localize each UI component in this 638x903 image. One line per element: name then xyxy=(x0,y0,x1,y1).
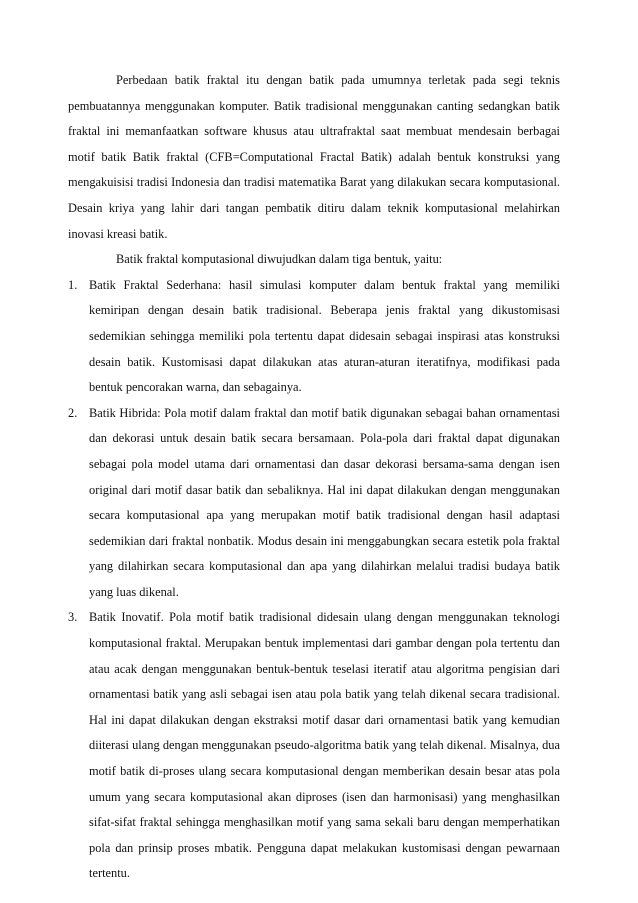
list-item-text: Batik Hibrida: Pola motif dalam fraktal dan motif batik digunakan sebagai bahan ornamentasi dan dekorasi untuk desain batik secara bersamaan. Pola-pola dari fraktal dapat digunakan sebagai pola model utama dari ornamentasi dan dasar dekorasi bersama-sama dengan isen original dari motif dasar batik dan sebaliknya. Hal ini dapat dilakukan dengan menggunakan secara komputasional apa yang merupakan motif batik tradisional dengan hasil adaptasi sedemikian dari fraktal nonbatik. Modus desain ini menggabungkan secara estetik pola fraktal yang dilahirkan secara komputasional dan apa yang dilahirkan melalui tradisi budaya batik yang luas dikenal. xyxy=(89,405,560,599)
list-item-text: Batik Fraktal Sederhana: hasil simulasi komputer dalam bentuk fraktal yang memiliki kemiripan dengan desain batik tradisional. Beberapa jenis fraktal yang dikustomisasi sedemikian sehingga memiliki pola tertentu dapat didesain sebagai inspirasi atas konstruksi desain batik. Kustomisasi dapat dilakukan atas aturan-aturan iteratifnya, modifikasi pada bentuk pencorakan warna, dan sebagainya. xyxy=(89,277,560,395)
list-item-simple-fractal xyxy=(68,273,560,401)
list-intro-paragraph: Batik fraktal komputasional diwujudkan dalam tiga bentuk, yaitu: xyxy=(116,252,443,267)
list-number: 2. xyxy=(68,405,78,420)
list-item-text: Batik Inovatif. Pola motif batik tradisional didesain ulang dengan menggunakan teknologi komputasional fraktal. Merupakan bentuk implementasi dari gambar dengan pola tertentu dan atau acak dengan menggunakan bentuk-bentuk teselasi iteratif atau algoritma pengisian dari ornamentasi batik yang asli sebagai isen atau pola batik yang telah dikenal secara tradisional. Hal ini dapat dilakukan dengan ekstraksi motif dasar dari ornamentasi batik yang kemudian diiterasi ulang dengan menggunakan pseudo-algoritma batik yang telah dikenal. Misalnya, dua motif batik di-proses ulang secara komputasional dengan memberikan desain besar atas pola umum yang secara komputasional akan diproses (isen dan harmonisasi) yang menghasilkan sifat-sifat fraktal sehingga menghasilkan motif yang sama sekali baru dengan memperhatikan pola dan prinsip proses mbatik. Pengguna dapat melakukan kustomisasi dengan pewarnaan tertentu. xyxy=(89,610,560,881)
list-item-innovative xyxy=(68,605,560,887)
list-item-hybrid xyxy=(68,401,560,606)
list-number: 1. xyxy=(68,277,78,292)
batik-types-list xyxy=(68,273,560,887)
list-number: 3. xyxy=(68,610,78,625)
intro-paragraph: Perbedaan batik fraktal itu dengan batik pada umumnya terletak pada segi teknis pembuatannya menggunakan komputer. Batik tradisional menggunakan canting sedangkan batik fraktal ini memanfaatkan software khusus atau ultrafraktal saat membuat mendesain berbagai motif batik Batik fraktal (CFB=Computational Fractal Batik) adalah bentuk konstruksi yang mengakuisisi tradisi Indonesia dan tradisi matematika Barat yang dilakukan secara komputasional. Desain kriya yang lahir dari tangan pembatik ditiru dalam teknik komputasional melahirkan inovasi kreasi batik. xyxy=(68,73,560,241)
document-body xyxy=(68,68,560,887)
